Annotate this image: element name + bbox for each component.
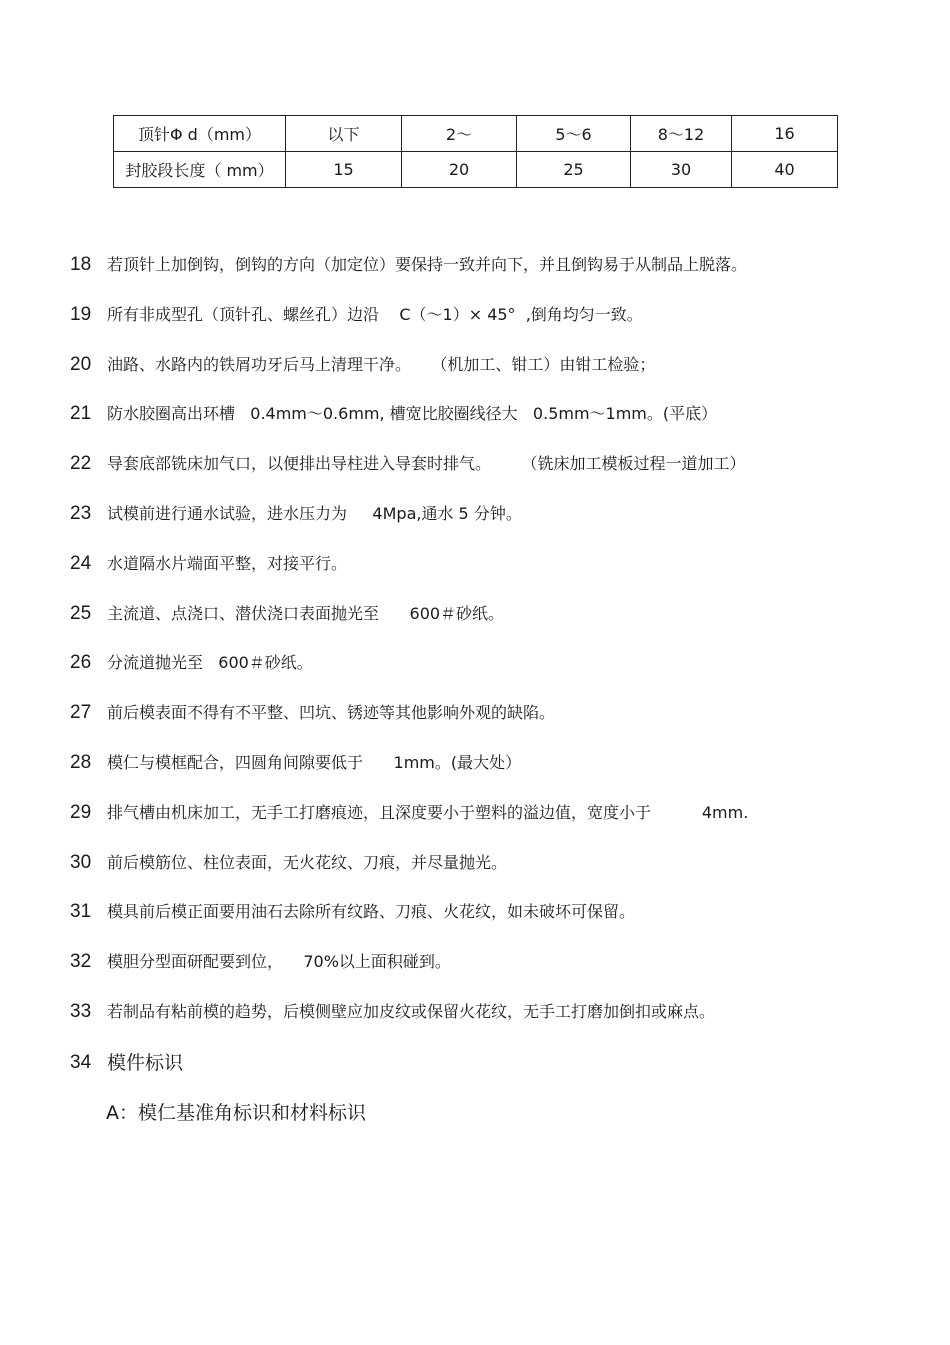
item-number: 23: [70, 503, 92, 524]
item-number: 28: [70, 752, 92, 773]
sub-item-a: A：模仁基准角标识和材料标识: [106, 1102, 366, 1124]
item-number: 20: [70, 354, 92, 375]
table-cell: 顶针Φ d（mm）: [114, 116, 286, 152]
item-text: 前后模筋位、柱位表面，无火花纹、刀痕，并尽量抛光。: [107, 853, 508, 872]
table-cell: 以下: [286, 116, 402, 152]
table-cell: 40: [732, 152, 838, 188]
item-number: 18: [70, 254, 92, 275]
item-number: 26: [70, 652, 92, 673]
item-text: 所有非成型孔（顶针孔、螺丝孔）边沿 C（～1）× 45° ,倒角均匀一致。: [107, 305, 643, 324]
table-cell: 30: [631, 152, 732, 188]
table-cell: 5～6: [517, 116, 631, 152]
item-number: 29: [70, 802, 92, 823]
item-number: 27: [70, 702, 92, 723]
item-number: 32: [70, 951, 92, 972]
table-cell: 15: [286, 152, 402, 188]
item-text: 模仁与模框配合，四圆角间隙要低于 1mm。(最大处）: [107, 753, 522, 772]
table-row: [114, 152, 838, 188]
seal-length-table: [113, 115, 838, 188]
item-number: 21: [70, 403, 92, 424]
item-text: 模具前后模正面要用油石去除所有纹路、刀痕、火花纹，如未破坏可保留。: [107, 902, 636, 921]
item-number: 31: [70, 901, 92, 922]
item-text: 水道隔水片端面平整，对接平行。: [107, 554, 348, 573]
item-text: 模胆分型面研配要到位， 70%以上面积碰到。: [107, 952, 451, 971]
item-text: 若顶针上加倒钩，倒钩的方向（加定位）要保持一致并向下，并且倒钩易于从制品上脱落。: [107, 255, 748, 274]
table-cell: 20: [402, 152, 517, 188]
table-cell: 封胶段长度（ mm）: [114, 152, 286, 188]
item-text: 试模前进行通水试验，进水压力为 4Mpa,通水 5 分钟。: [107, 504, 522, 523]
item-text: 若制品有粘前模的趋势，后模侧壁应加皮纹或保留火花纹，无手工打磨加倒扣或麻点。: [107, 1002, 716, 1021]
item-number: 24: [70, 553, 92, 574]
table-cell: 16: [732, 116, 838, 152]
item-text: 前后模表面不得有不平整、凹坑、锈迹等其他影响外观的缺陷。: [107, 703, 556, 722]
item-number: 25: [70, 603, 92, 624]
item-text: 主流道、点浇口、潜伏浇口表面抛光至 600＃砂纸。: [107, 604, 505, 623]
item-text: 防水胶圈高出环槽 0.4mm～0.6mm, 槽宽比胶圈线径大 0.5mm～1mm。(平底）: [107, 404, 718, 423]
table-row: [114, 116, 838, 152]
item-number: 34: [70, 1052, 92, 1073]
table-cell: 2～: [402, 116, 517, 152]
item-text: 模件标识: [107, 1052, 184, 1074]
item-number: 19: [70, 304, 92, 325]
table-cell: 8～12: [631, 116, 732, 152]
item-text: 油路、水路内的铁屑功牙后马上清理干净。 （机加工、钳工）由钳工检验；: [107, 355, 656, 374]
item-number: 22: [70, 453, 92, 474]
item-number: 33: [70, 1001, 92, 1022]
item-number: 30: [70, 852, 92, 873]
item-text: 导套底部铣床加气口，以便排出导柱进入导套时排气。 （铣床加工模板过程一道加工）: [107, 454, 746, 473]
item-text: 排气槽由机床加工，无手工打磨痕迹，且深度要小于塑料的溢边值，宽度小于 4mm.: [107, 803, 749, 822]
table-cell: 25: [517, 152, 631, 188]
item-text: 分流道抛光至 600＃砂纸。: [107, 653, 313, 672]
